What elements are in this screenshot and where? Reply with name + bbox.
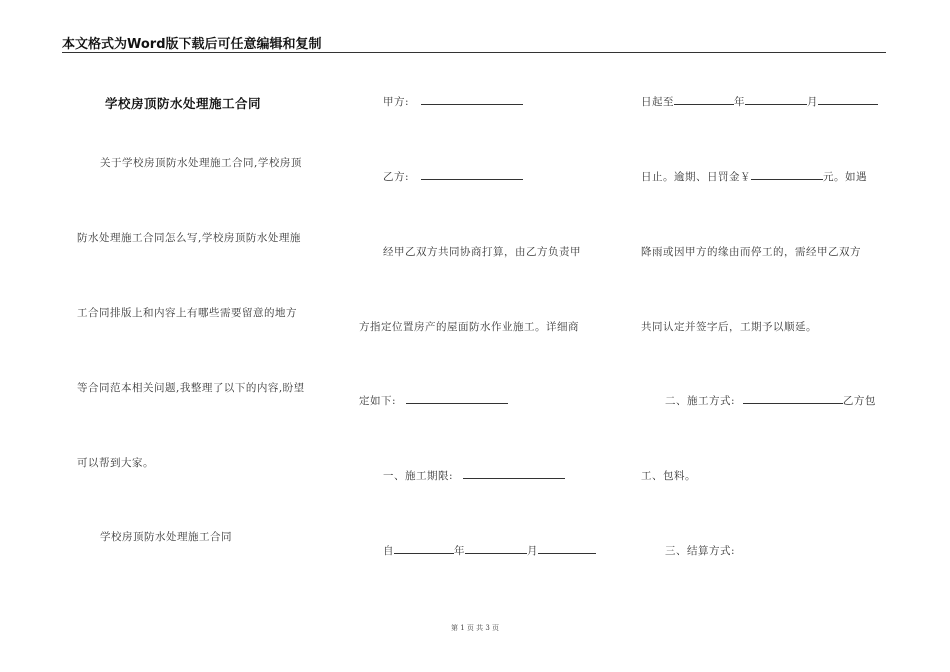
method-label: 二、施工方式:	[665, 395, 736, 407]
penalty-suffix: 元。如遇	[823, 171, 867, 183]
paragraph-line: 方指定位置房产的屋面防水作业施工。详细商	[359, 321, 579, 333]
month-label: 月	[527, 545, 538, 557]
party-b-label: 乙方:	[383, 171, 410, 183]
period-label: 一、施工期限:	[383, 470, 454, 482]
start-month-blank	[465, 543, 527, 554]
method-row	[665, 393, 876, 408]
paragraph-line: 防水处理施工合同怎么写,学校房顶防水处理施	[77, 232, 301, 244]
month-label: 月	[807, 96, 818, 108]
details-blank	[406, 393, 508, 404]
settlement-label: 三、结算方式:	[665, 545, 736, 557]
document-header: 本文格式为Word版下载后可任意编辑和复制	[62, 37, 322, 52]
end-day-blank	[818, 94, 878, 105]
paragraph-line: 工合同排版上和内容上有哪些需要留意的地方	[77, 307, 297, 319]
party-b-blank	[421, 169, 523, 180]
paragraph-line: 工、包料。	[641, 470, 696, 482]
party-a-blank	[421, 94, 523, 105]
paragraph-line: 共同认定并签字后，工期予以顺延。	[641, 321, 817, 333]
page-number: 第 1 页 共 3 页	[450, 624, 500, 632]
header-divider	[62, 52, 886, 53]
paragraph-line: 降雨或因甲方的缘由而停工的，需经甲乙双方	[641, 246, 861, 258]
method-suffix: 乙方包	[842, 395, 876, 407]
contract-title: 学校房顶防水处理施工合同	[105, 96, 262, 111]
day-from-label: 日起至	[641, 96, 674, 108]
end-date-row	[641, 94, 878, 109]
method-blank	[743, 393, 843, 404]
start-year-blank	[394, 543, 454, 554]
contract-subtitle: 学校房顶防水处理施工合同	[100, 531, 232, 543]
year-label: 年	[454, 545, 465, 557]
details-row	[359, 393, 508, 408]
start-day-blank	[538, 543, 596, 554]
period-blank	[463, 468, 565, 479]
party-b-row	[383, 169, 523, 184]
paragraph-line: 经甲乙双方共同协商打算，由乙方负责甲	[383, 246, 581, 258]
penalty-label: 日止。逾期、日罚金￥	[641, 171, 751, 183]
from-label: 自	[383, 545, 394, 557]
end-year-blank	[674, 94, 734, 105]
paragraph-line: 可以帮到大家。	[77, 457, 154, 469]
start-date-row	[383, 543, 596, 558]
penalty-row	[641, 169, 867, 184]
party-a-label: 甲方:	[383, 96, 410, 108]
party-a-row	[383, 94, 523, 109]
details-label: 定如下:	[359, 395, 397, 407]
year-label: 年	[734, 96, 745, 108]
paragraph-line: 等合同范本相关问题,我整理了以下的内容,盼望	[77, 382, 305, 394]
paragraph-line: 关于学校房顶防水处理施工合同,学校房顶	[100, 157, 302, 169]
penalty-amount-blank	[751, 169, 823, 180]
period-row	[383, 468, 565, 483]
end-month-blank	[745, 94, 807, 105]
